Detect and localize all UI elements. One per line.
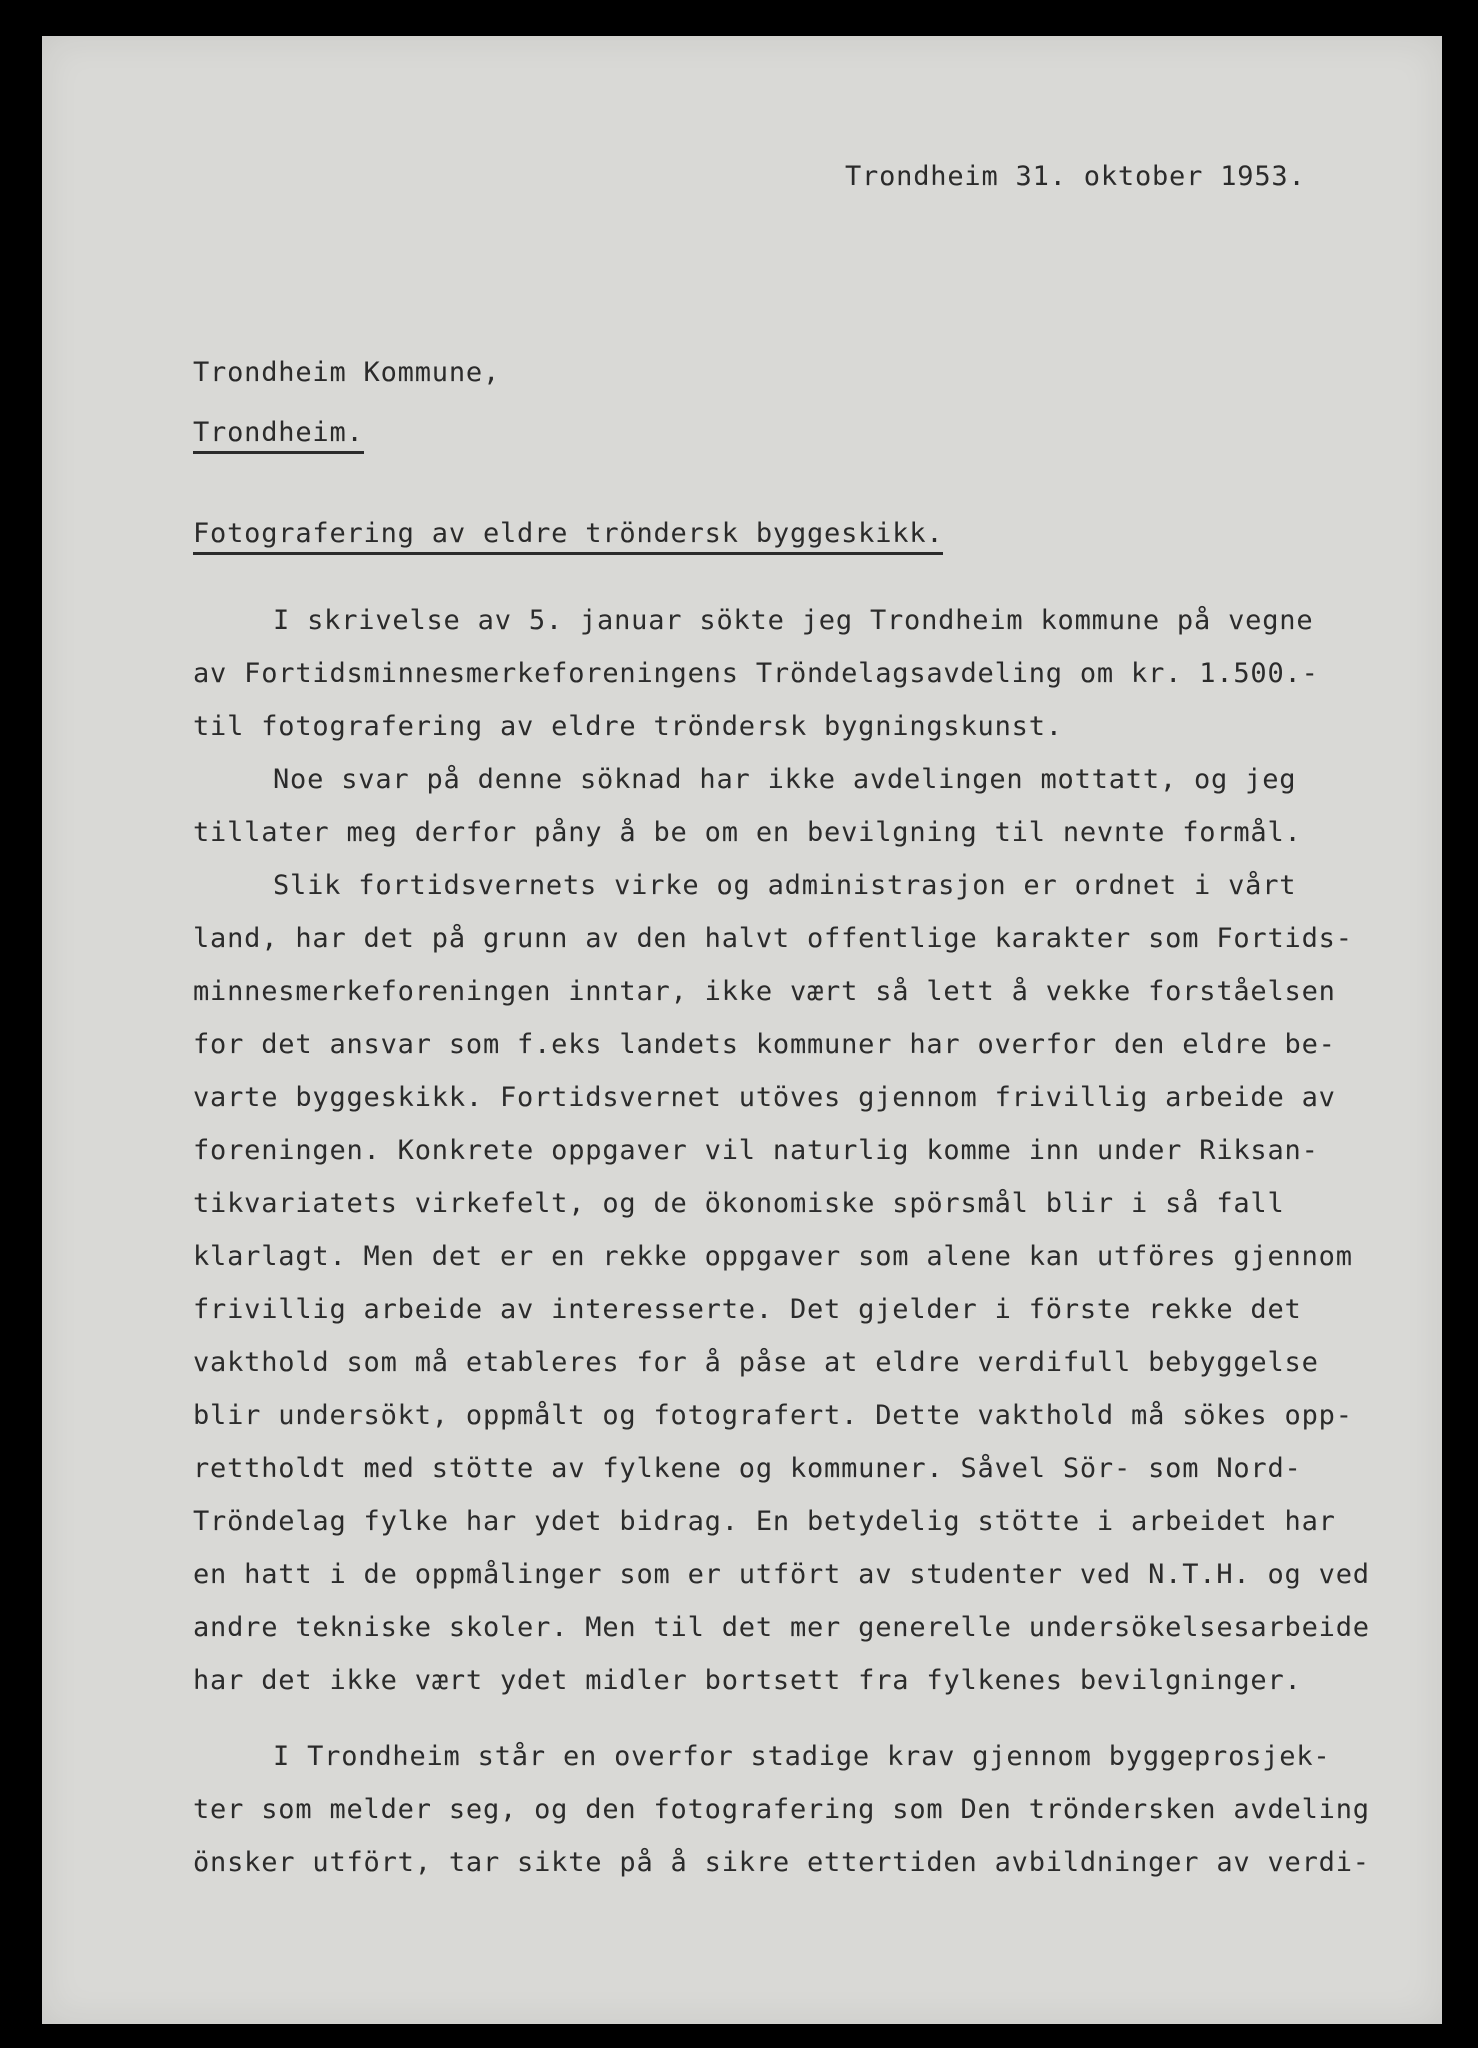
- recipient-name: Trondheim Kommune,: [193, 357, 500, 388]
- body-line: klarlagt. Men det er en rekke oppgaver som alene kan utföres gjennom: [193, 1241, 1353, 1272]
- body-line: vakthold som må etableres for å påse at eldre verdifull bebyggelse: [193, 1347, 1319, 1378]
- body-line: varte byggeskikk. Fortidsvernet utöves gjennom frivillig arbeide av: [193, 1082, 1336, 1113]
- body-line: minnesmerkeforeningen inntar, ikke vært så lett å vekke forståelsen: [193, 976, 1336, 1007]
- letter-subject: Fotografering av eldre tröndersk byggeskikk.: [193, 517, 943, 555]
- body-line: I skrivelse av 5. januar sökte jeg Trondheim kommune på vegne: [273, 605, 1314, 636]
- body-line: Noe svar på denne söknad har ikke avdelingen mottatt, og jeg: [273, 764, 1297, 795]
- body-line: ter som melder seg, og den fotografering som Den tröndersken avdeling: [193, 1794, 1370, 1825]
- recipient-city: Trondheim.: [193, 416, 364, 454]
- body-line: en hatt i de oppmålinger som er utfört av studenter ved N.T.H. og ved: [193, 1559, 1370, 1590]
- body-line: blir undersökt, oppmålt og fotografert. Dette vakthold må sökes opp-: [193, 1400, 1353, 1431]
- body-line: frivillig arbeide av interesserte. Det gjelder i förste rekke det: [193, 1294, 1302, 1325]
- body-line: av Fortidsminnesmerkeforeningens Tröndelagsavdeling om kr. 1.500.-: [193, 658, 1319, 689]
- body-line: har det ikke vært ydet midler bortsett fra fylkenes bevilgninger.: [193, 1665, 1302, 1696]
- body-line: til fotografering av eldre tröndersk bygningskunst.: [193, 711, 1063, 742]
- body-line: rettholdt med stötte av fylkene og kommuner. Såvel Sör- som Nord-: [193, 1453, 1302, 1484]
- body-line: I Trondheim står en overfor stadige krav gjennom byggeprosjek-: [273, 1741, 1331, 1772]
- body-line: Slik fortidsvernets virke og administrasjon er ordnet i vårt: [273, 870, 1297, 901]
- body-line: andre tekniske skoler. Men til det mer generelle undersökelsesarbeide: [193, 1612, 1370, 1643]
- body-line: foreningen. Konkrete oppgaver vil naturlig komme inn under Riksan-: [193, 1135, 1319, 1166]
- body-line: for det ansvar som f.eks landets kommuner har overfor den eldre be-: [193, 1029, 1336, 1060]
- body-line: tikvariatets virkefelt, og de ökonomiske spörsmål blir i så fall: [193, 1188, 1285, 1219]
- body-line: tillater meg derfor påny å be om en bevilgning til nevnte formål.: [193, 817, 1302, 848]
- body-line: land, har det på grunn av den halvt offentlige karakter som Fortids-: [193, 923, 1353, 954]
- body-line: önsker utfört, tar sikte på å sikre ettertiden avbildninger av verdi-: [193, 1847, 1370, 1878]
- body-line: Tröndelag fylke har ydet bidrag. En betydelig stötte i arbeidet har: [193, 1506, 1336, 1537]
- letter-date: Trondheim 31. oktober 1953.: [845, 161, 1306, 192]
